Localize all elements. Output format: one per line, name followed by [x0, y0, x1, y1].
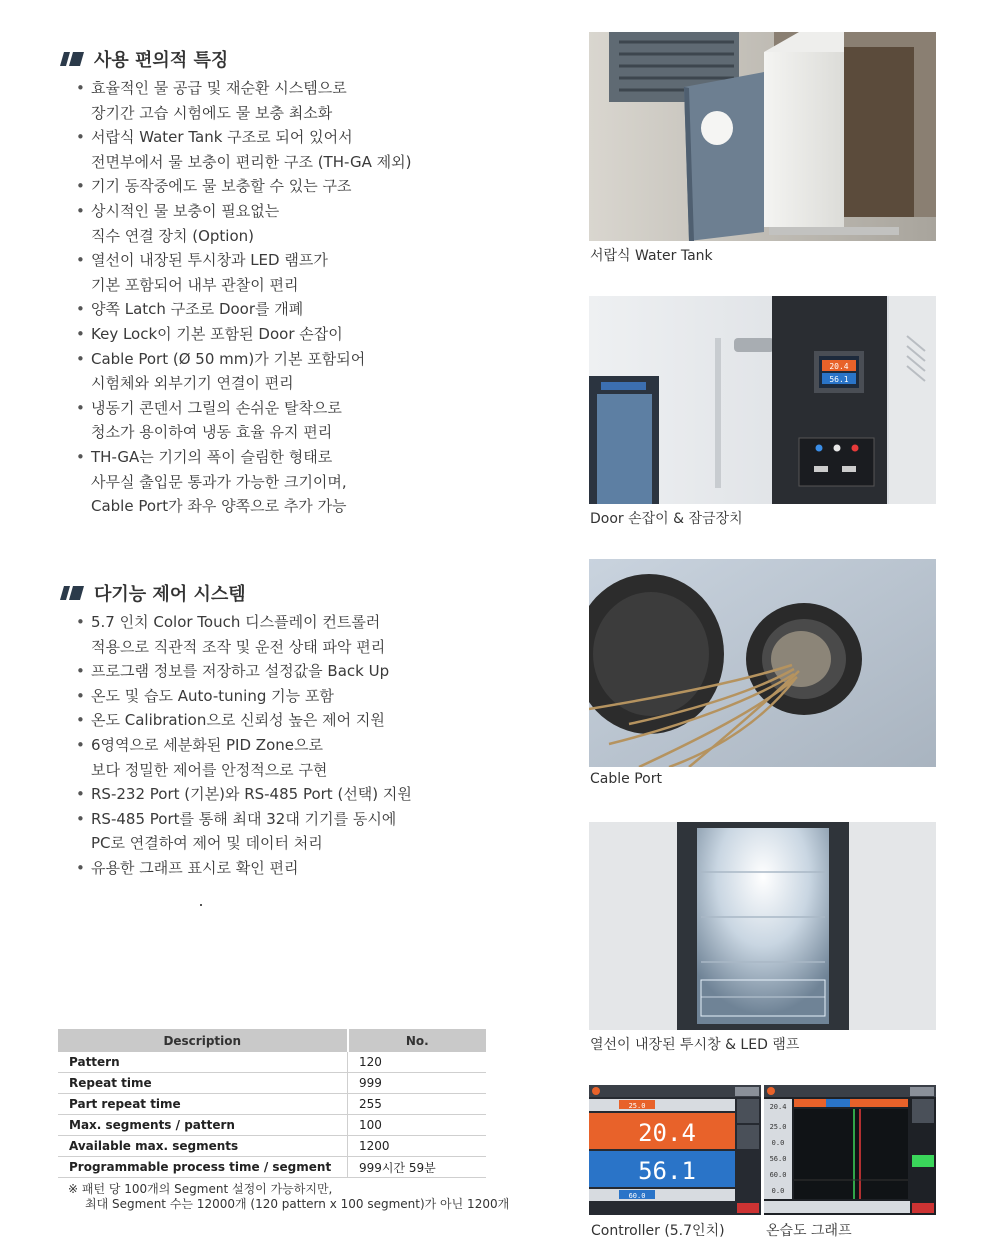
controller-humi-text: 56.1 [638, 1157, 696, 1185]
list-item: • 효율적인 물 공급 및 재순환 시스템으로 장기간 고습 시험에도 물 보충 최소화 [76, 76, 411, 125]
controller-temp-set-text: 25.0 [628, 1102, 646, 1110]
window-photo [589, 822, 936, 1030]
list-item: • TH-GA는 기기의 폭이 슬림한 형태로 사무실 출입문 통과가 가능한 크기이며, Cable Port가 좌우 양쪽으로 추가 가능 [76, 445, 411, 519]
caption-controller: Controller (5.7인치) [591, 1223, 725, 1239]
table-row [58, 1094, 486, 1115]
panel-humi-text: 56.1 [829, 375, 849, 384]
caption-graph: 온습도 그래프 [766, 1223, 852, 1239]
list-item: • RS-485 Port를 통해 최대 32대 기기를 동시에 PC로 연결하여 제어 및 데이터 처리 [76, 807, 412, 856]
door-photo [589, 296, 936, 504]
header-no: No. [348, 1029, 487, 1052]
table-row [58, 1052, 486, 1073]
graph-axis-label: 25.0 [769, 1123, 787, 1131]
title-mark-icon [60, 52, 84, 66]
list-item: • 양쪽 Latch 구조로 Door를 개폐 [76, 297, 411, 322]
table-cell: Pattern [58, 1052, 348, 1073]
controller-temp-text: 20.4 [638, 1119, 696, 1147]
section-title-text: 사용 편의적 특징 [94, 50, 229, 71]
caption-window: 열선이 내장된 투시창 & LED 램프 [590, 1037, 800, 1053]
graph-axis-label: 56.0 [769, 1155, 787, 1163]
title-mark-icon [60, 586, 84, 600]
note-line: ※ 패턴 당 100개의 Segment 설정이 가능하지만, [68, 1182, 333, 1196]
table-cell: 255 [348, 1094, 487, 1115]
list-item: • 열선이 내장된 투시창과 LED 램프가 기본 포함되어 내부 관찰이 편리 [76, 248, 411, 297]
table-row [58, 1073, 486, 1094]
table-row [58, 1157, 486, 1178]
table-cell: 1200 [348, 1136, 487, 1157]
spec-table [58, 1029, 486, 1178]
caption-cable-port: Cable Port [590, 771, 662, 787]
list-item: • 온도 Calibration으로 신뢰성 높은 제어 지원 [76, 708, 412, 733]
table-note [68, 1182, 509, 1212]
table-cell: 999 [348, 1073, 487, 1094]
list-item: • 6영역으로 세분화된 PID Zone으로 보다 정밀한 제어를 안정적으로 구현 [76, 733, 412, 782]
water-tank-photo [589, 32, 936, 241]
graph-axis-label: 0.0 [771, 1187, 785, 1195]
table-row [58, 1136, 486, 1157]
cable-port-photo [589, 559, 936, 767]
table-cell: Max. segments / pattern [58, 1115, 348, 1136]
list-item: • Cable Port (Ø 50 mm)가 기본 포함되어 시험체와 외부기기 연결이 편리 [76, 347, 411, 396]
feature-list [76, 76, 411, 519]
table-cell: 999시간 59분 [348, 1157, 487, 1178]
table-row [58, 1115, 486, 1136]
graph-screen [764, 1085, 936, 1215]
table-header-row [58, 1029, 486, 1052]
table-cell: Programmable process time / segment [58, 1157, 348, 1178]
note-line: 최대 Segment 수는 12000개 (120 pattern x 100 segment)가 아닌 1200개 [85, 1197, 510, 1211]
list-item: • Key Lock이 기본 포함된 Door 손잡이 [76, 322, 411, 347]
panel-temp-text: 20.4 [829, 362, 849, 371]
table-cell: Part repeat time [58, 1094, 348, 1115]
control-list [76, 610, 412, 881]
caption-door: Door 손잡이 & 잠금장치 [590, 511, 743, 527]
table-cell: 120 [348, 1052, 487, 1073]
graph-axis-label: 60.0 [769, 1171, 787, 1179]
caption-water-tank: 서랍식 Water Tank [590, 248, 713, 264]
section-title-text: 다기능 제어 시스템 [94, 584, 246, 605]
list-item: • 냉동기 콘덴서 그릴의 손쉬운 탈착으로 청소가 용이하여 냉동 효율 유지 편리 [76, 396, 411, 445]
list-item: • 온도 및 습도 Auto-tuning 기능 포함 [76, 684, 412, 709]
list-item: • 5.7 인치 Color Touch 디스플레이 컨트롤러 적용으로 직관적 조작 및 운전 상태 파악 편리 [76, 610, 412, 659]
list-item: • 서랍식 Water Tank 구조로 되어 있어서 전면부에서 물 보충이 편리한 구조 (TH-GA 제외) [76, 125, 411, 174]
header-description: Description [58, 1029, 348, 1052]
controller-humi-set-text: 60.0 [628, 1192, 646, 1200]
section-title-features [60, 46, 228, 72]
graph-axis-label: 20.4 [769, 1103, 787, 1111]
table-cell: 100 [348, 1115, 487, 1136]
list-item: • 기기 동작중에도 물 보충할 수 있는 구조 [76, 174, 411, 199]
table-cell: Repeat time [58, 1073, 348, 1094]
list-item: • 유용한 그래프 표시로 확인 편리 [76, 856, 412, 881]
section-title-control [60, 580, 246, 606]
list-item: • 상시적인 물 보충이 필요없는 직수 연결 장치 (Option) [76, 199, 411, 248]
controller-screen [589, 1085, 761, 1215]
stray-dot [200, 904, 202, 906]
table-cell: Available max. segments [58, 1136, 348, 1157]
list-item: • RS-232 Port (기본)와 RS-485 Port (선택) 지원 [76, 782, 412, 807]
graph-axis-label: 0.0 [771, 1139, 785, 1147]
list-item: • 프로그램 정보를 저장하고 설정값을 Back Up [76, 659, 412, 684]
